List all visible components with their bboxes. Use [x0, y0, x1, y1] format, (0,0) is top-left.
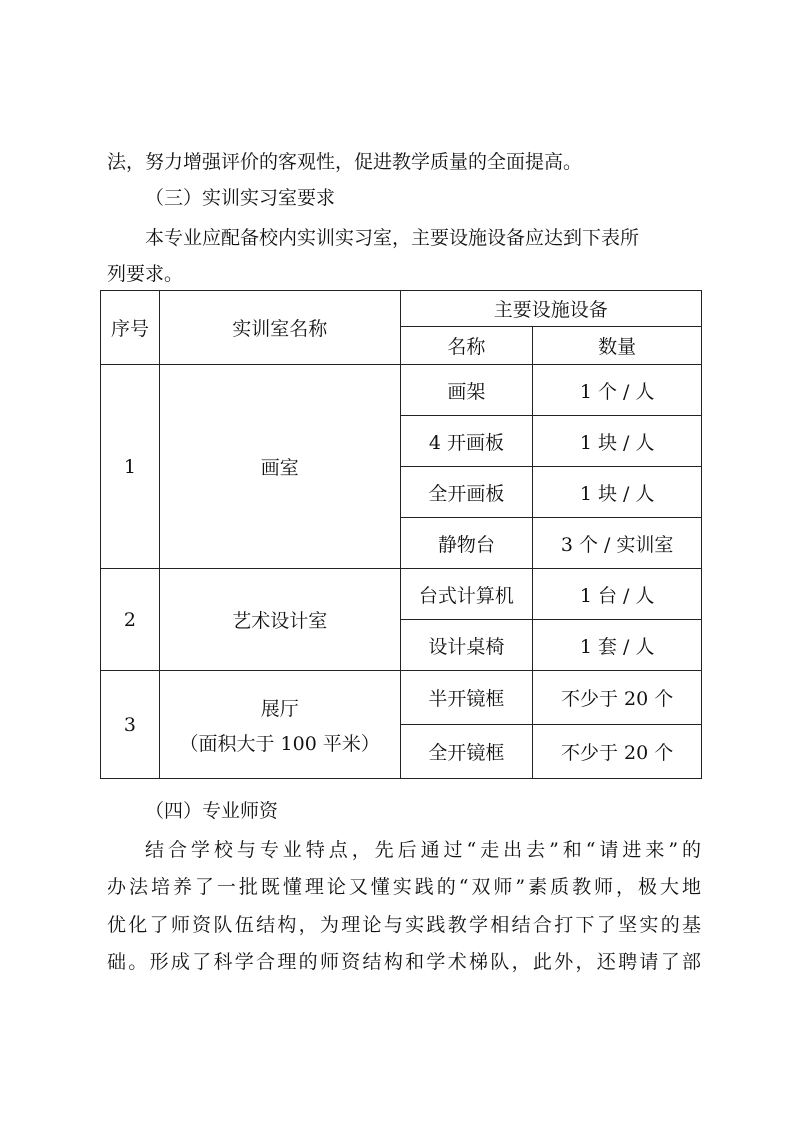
item-name: 全开画板	[400, 467, 533, 518]
item-quantity: 1 台 / 人	[533, 569, 702, 620]
item-quantity: 1 套 / 人	[533, 620, 702, 671]
table-row	[101, 365, 702, 416]
room-name: 画室	[159, 365, 400, 569]
room-name-note: （面积大于 100 平米）	[179, 732, 380, 755]
header-room-name: 实训室名称	[159, 291, 400, 365]
item-quantity: 1 块 / 人	[533, 416, 702, 467]
room-name: 展厅	[260, 697, 299, 720]
table-row	[101, 671, 702, 725]
paragraph-line: 办法培养了一批既懂理论又懂实践的“双师”素质教师，极大地	[107, 876, 701, 898]
room-seq: 2	[101, 569, 160, 671]
paragraph-line: 法，努力增强评价的客观性，促进教学质量的全面提高。	[107, 151, 583, 173]
item-quantity: 1 个 / 人	[533, 365, 702, 416]
room-seq: 3	[101, 671, 160, 779]
item-name: 台式计算机	[400, 569, 533, 620]
room-seq: 1	[101, 365, 160, 569]
header-equipment: 主要设施设备	[400, 291, 702, 327]
item-quantity: 1 块 / 人	[533, 467, 702, 518]
item-quantity: 不少于 20 个	[533, 725, 702, 779]
section-heading-faculty: （四）专业师资	[145, 800, 279, 822]
item-quantity: 不少于 20 个	[533, 671, 702, 725]
header-item-name: 名称	[400, 327, 533, 365]
room-name-cell	[159, 671, 400, 779]
header-quantity: 数量	[533, 327, 702, 365]
item-name: 半开镜框	[400, 671, 533, 725]
paragraph-line: 列要求。	[107, 263, 184, 285]
header-seq: 序号	[101, 291, 160, 365]
table-row	[101, 569, 702, 620]
paragraph-line: 优化了师资队伍结构，为理论与实践教学相结合打下了坚实的基	[107, 914, 701, 936]
item-quantity: 3 个 / 实训室	[533, 518, 702, 569]
item-name: 全开镜框	[400, 725, 533, 779]
item-name: 设计桌椅	[400, 620, 533, 671]
item-name: 画架	[400, 365, 533, 416]
paragraph-line: 结合学校与专业特点，先后通过“走出去”和“请进来”的	[145, 839, 701, 861]
item-name: 静物台	[400, 518, 533, 569]
paragraph-line: 本专业应配备校内实训实习室，主要设施设备应达到下表所	[145, 227, 640, 249]
item-name: 4 开画板	[400, 416, 533, 467]
paragraph-line: 础。形成了科学合理的师资结构和学术梯队，此外，还聘请了部	[107, 951, 701, 973]
section-heading-training-rooms: （三）实训实习室要求	[145, 187, 336, 209]
facilities-table	[100, 290, 702, 779]
room-name: 艺术设计室	[159, 569, 400, 671]
